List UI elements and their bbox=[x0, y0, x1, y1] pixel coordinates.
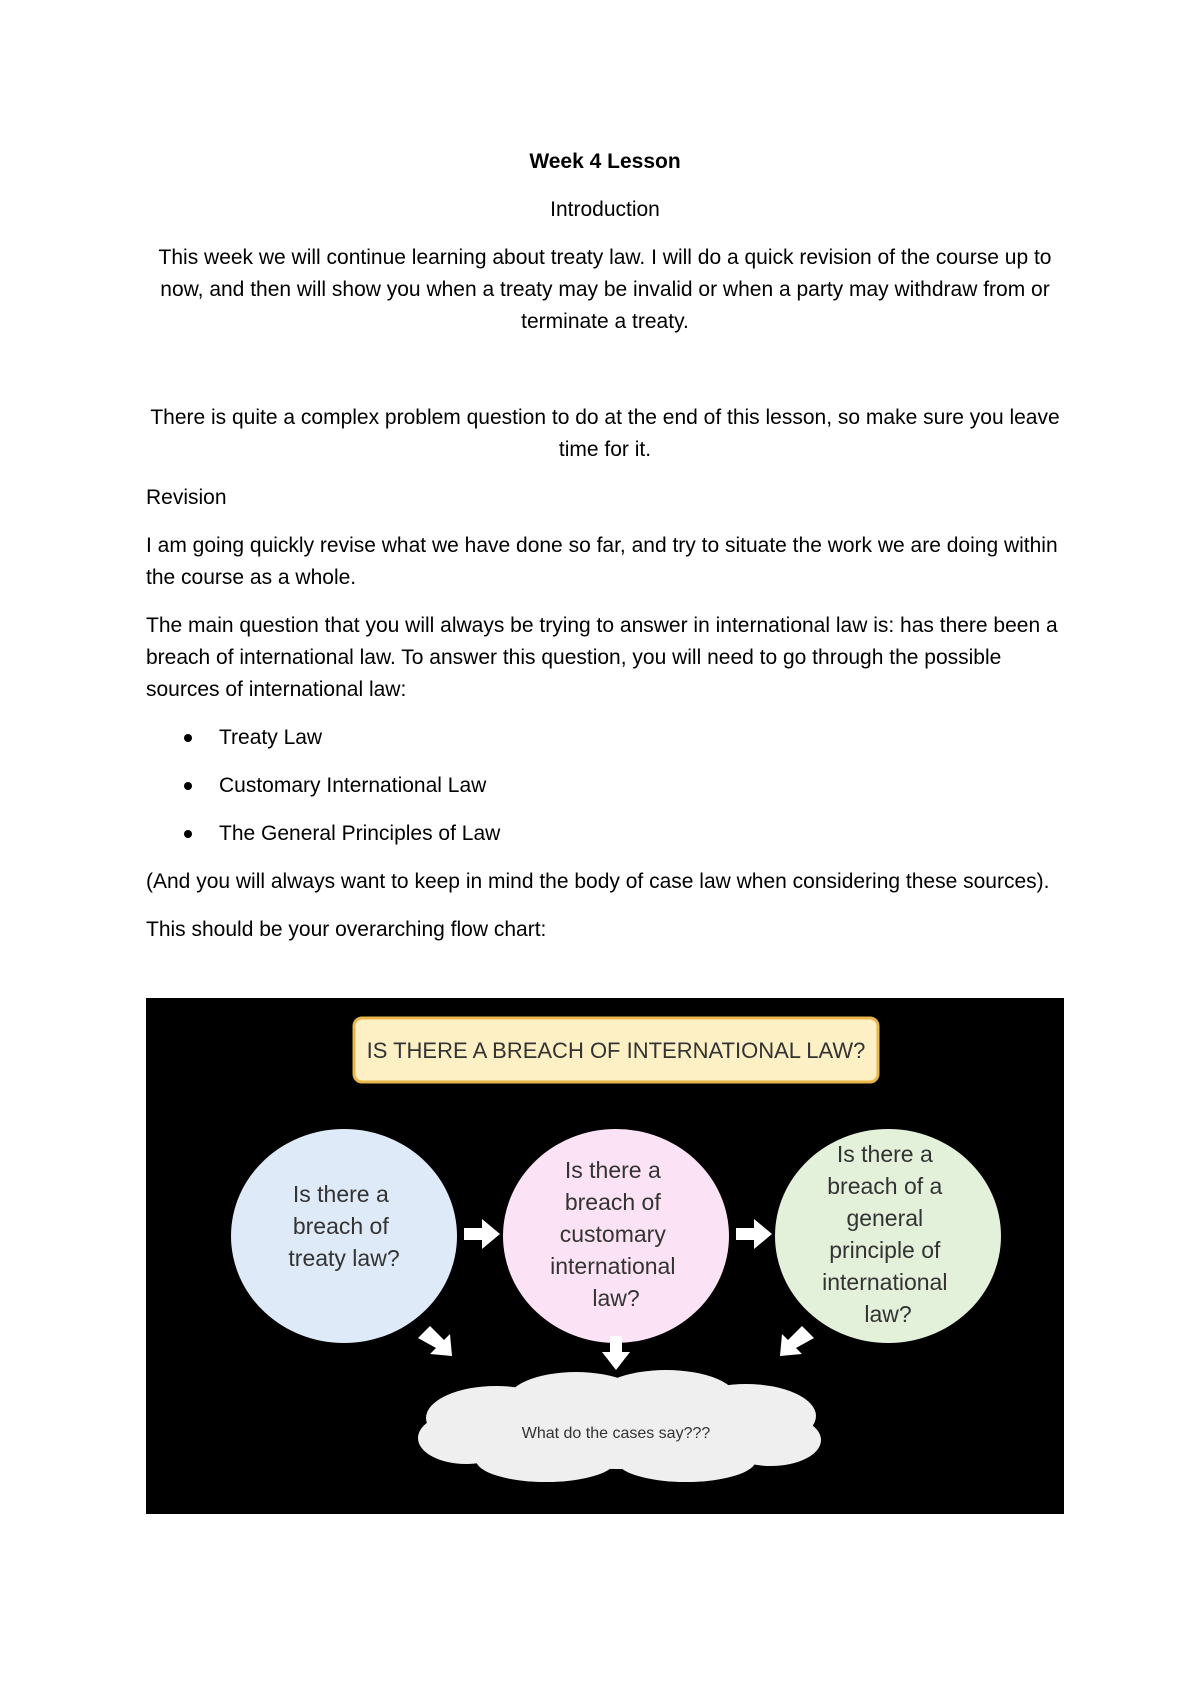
circle-line: international bbox=[550, 1253, 676, 1279]
circle-line: treaty law? bbox=[288, 1245, 400, 1271]
document-page bbox=[146, 140, 1064, 962]
circle-line: general bbox=[846, 1205, 924, 1231]
flowchart-figure bbox=[146, 998, 1064, 1514]
revision-paragraph: I am going quickly revise what we have done so far, and try to situate the work we are doing within the course as a whole. bbox=[146, 534, 1058, 589]
introduction-paragraph: This week we will continue learning about treaty law. I will do a quick revision of the course up to now, and then will show you when a treaty may be invalid or when a party may withdraw from or terminate a treaty. bbox=[158, 246, 1052, 333]
circle-line: principle of bbox=[829, 1237, 941, 1263]
circle-line: law? bbox=[592, 1285, 640, 1311]
circle-line: law? bbox=[864, 1301, 912, 1327]
circle-line: Is there a bbox=[564, 1157, 661, 1183]
circle-line: breach of bbox=[292, 1213, 389, 1239]
circle-line: international bbox=[822, 1269, 948, 1295]
main-question-paragraph: The main question that you will always be trying to answer in international law is: has there been a breach of international law. To answer this question, you will need to go through the possible sources of international law: bbox=[146, 614, 1058, 701]
circle-line: customary bbox=[559, 1221, 666, 1247]
list-item: Customary International Law bbox=[146, 770, 1064, 802]
flowchart-intro: This should be your overarching flow chart: bbox=[146, 918, 547, 941]
circle-line: breach of a bbox=[827, 1173, 943, 1199]
flowchart-diagram bbox=[146, 998, 1064, 1514]
sources-list bbox=[146, 722, 1064, 850]
problem-note: There is quite a complex problem question to do at the end of this lesson, so make sure you leave time for it. bbox=[150, 406, 1060, 461]
circle-line: Is there a bbox=[292, 1181, 389, 1207]
case-law-note: (And you will always want to keep in mind the body of case law when considering these sources). bbox=[146, 870, 1050, 893]
introduction-heading: Introduction bbox=[550, 198, 660, 221]
circle-line: breach of bbox=[564, 1189, 661, 1215]
page-title: Week 4 Lesson bbox=[529, 150, 681, 173]
revision-heading: Revision bbox=[146, 486, 227, 509]
list-item: The General Principles of Law bbox=[146, 818, 1064, 850]
treaty-law-circle-text bbox=[288, 1181, 399, 1271]
circle-line: Is there a bbox=[836, 1141, 933, 1167]
cloud-text: What do the cases say??? bbox=[521, 1425, 711, 1442]
top-question-text: IS THERE A BREACH OF INTERNATIONAL LAW? bbox=[366, 1038, 866, 1063]
list-item: Treaty Law bbox=[146, 722, 1064, 754]
